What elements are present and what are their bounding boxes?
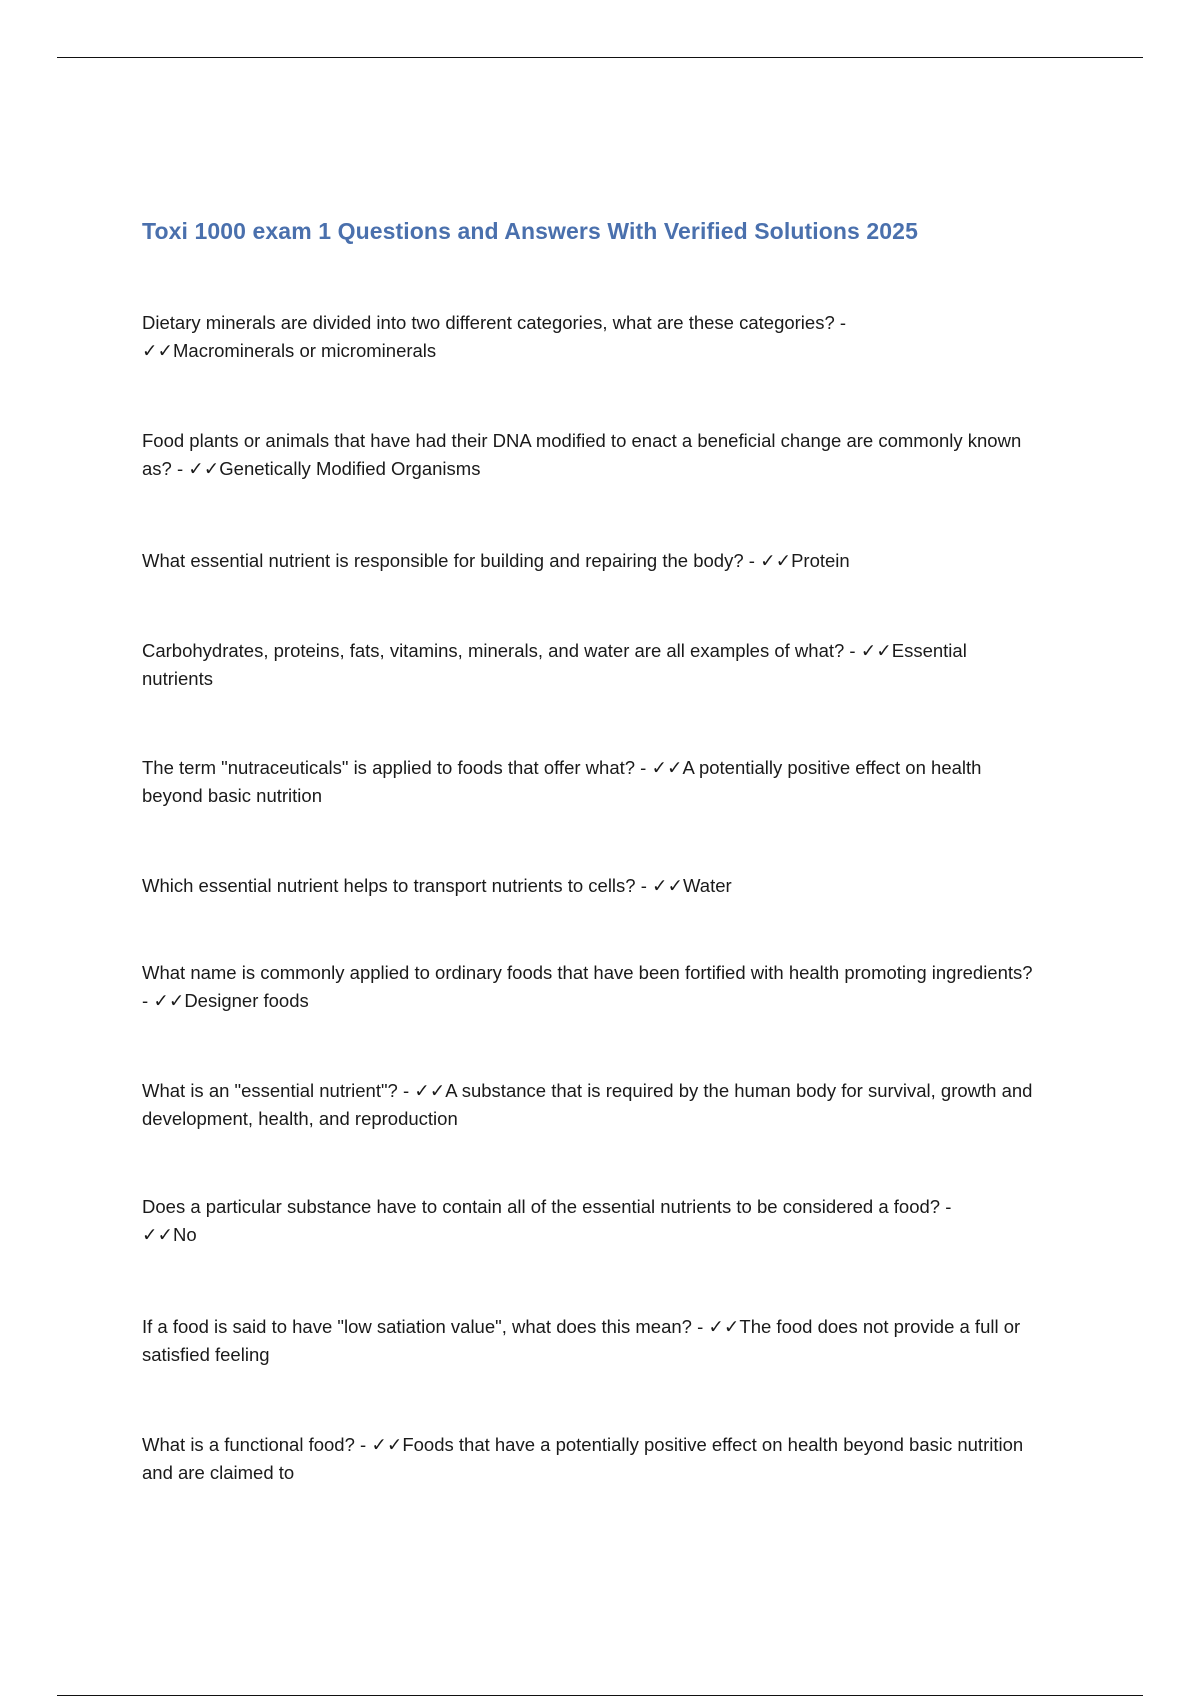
qa-item [142, 872, 1042, 900]
question-text: What is an "essential nutrient"? - [142, 1080, 410, 1101]
answer-text: ✓✓No [142, 1224, 197, 1245]
footer-rule [57, 1695, 1143, 1696]
document-title: Toxi 1000 exam 1 Questions and Answers With Verified Solutions 2025 [142, 218, 918, 244]
question-text: What is a functional food? - [142, 1434, 367, 1455]
header-rule [57, 57, 1143, 58]
answer-text: ✓✓Foods that have a potentially positive effect on health beyond basic nutrition and are claimed to [142, 1434, 1024, 1483]
question-text: Food plants or animals that have had their DNA modified to enact a beneficial change are commonly known as? - [142, 430, 1022, 479]
qa-item [142, 1193, 1042, 1249]
answer-text: ✓✓A potentially positive effect on health beyond basic nutrition [142, 757, 982, 806]
qa-item [142, 547, 1042, 575]
question-text: If a food is said to have "low satiation value", what does this mean? - [142, 1316, 704, 1337]
question-text: Carbohydrates, proteins, fats, vitamins, minerals, and water are all examples of what? - [142, 640, 856, 661]
qa-item [142, 1431, 1042, 1487]
answer-text: ✓✓Essential nutrients [142, 640, 967, 689]
answer-text: ✓✓Designer foods [153, 990, 309, 1011]
qa-item [142, 754, 1042, 810]
question-text: Dietary minerals are divided into two different categories, what are these categories? - [142, 312, 847, 333]
qa-item [142, 309, 1042, 365]
qa-item [142, 1077, 1042, 1133]
question-text: What essential nutrient is responsible for building and repairing the body? - [142, 550, 755, 571]
answer-text: ✓✓A substance that is required by the human body for survival, growth and development, health, and reproduction [142, 1080, 1033, 1129]
answer-text: ✓✓Genetically Modified Organisms [188, 458, 481, 479]
question-text: Does a particular substance have to contain all of the essential nutrients to be considered a food? - [142, 1196, 952, 1217]
qa-item [142, 959, 1042, 1015]
answer-text: ✓✓Water [652, 875, 732, 896]
question-text: The term "nutraceuticals" is applied to foods that offer what? - [142, 757, 647, 778]
qa-item [142, 427, 1042, 483]
qa-item [142, 637, 1042, 693]
answer-text: ✓✓The food does not provide a full or satisfied feeling [142, 1316, 1021, 1365]
question-text: What name is commonly applied to ordinary foods that have been fortified with health promoting ingredients? - [142, 962, 1033, 1011]
qa-item [142, 1313, 1042, 1369]
answer-text: ✓✓Protein [760, 550, 850, 571]
answer-text: ✓✓Macrominerals or microminerals [142, 340, 437, 361]
question-text: Which essential nutrient helps to transport nutrients to cells? - [142, 875, 647, 896]
